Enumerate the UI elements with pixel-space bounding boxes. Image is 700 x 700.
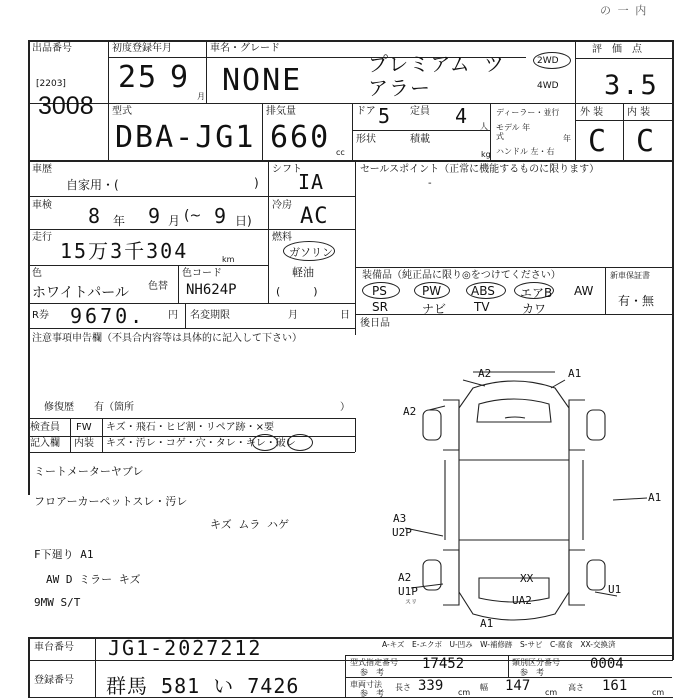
name-change-day-unit: 日 — [340, 310, 350, 321]
mark-a1-bottom: A1 — [480, 617, 494, 630]
name-change-unit: 月 — [288, 310, 298, 321]
inspection-year: 8 — [88, 204, 102, 228]
fuel-label: 燃料 — [272, 232, 292, 243]
mark-u1-bottom: U1 — [608, 583, 622, 596]
width-value: 147 — [505, 678, 531, 694]
equip-abs: ABS — [471, 284, 495, 298]
mark-small-text: スリ — [405, 599, 418, 606]
notes-label: 注意事項申告欄（不具合内容等は具体的に記入して下さい） — [32, 333, 302, 344]
model-year-label: モデル 年式 — [496, 123, 531, 141]
color-change-label: 色替 — [148, 281, 168, 292]
equipment-label: 装備品（純正品に限り◎をつけてください） — [362, 270, 561, 281]
first-reg-month-unit: 月 — [197, 92, 205, 101]
equip-aw: AW — [574, 284, 594, 298]
reg-label: 登録番号 — [34, 675, 74, 686]
first-reg-month: 9 — [170, 60, 191, 95]
mark-a1-top: A1 — [568, 367, 582, 380]
mark-a2-bottom-left: A2 — [398, 571, 412, 584]
entry-label: 記入欄 — [30, 438, 60, 449]
interior-grade: C — [636, 124, 657, 159]
width-label: 幅 — [480, 683, 488, 692]
interior-items: キズ・汚レ・コゲ・穴・タレ・キレ・破レ — [106, 438, 296, 449]
mark-u1p: U1P — [398, 585, 418, 598]
lot-number: 3008 — [38, 92, 94, 120]
note-line-6: 9MW S/T — [34, 596, 81, 609]
equip-pw: PW — [422, 284, 442, 298]
mileage: 15万3千304 — [60, 239, 189, 263]
note-line-1: ミートメーターヤブレ — [34, 465, 144, 478]
type-approval-number: 17452 — [422, 656, 465, 672]
warranty-value: 有・無 — [618, 294, 655, 308]
exterior-grade: C — [588, 124, 609, 159]
type-approval-sub: 参 考 — [360, 668, 384, 677]
size-sub: 参 考 — [360, 689, 384, 698]
equip-navi: ナビ — [422, 302, 447, 316]
year-unit: 年 — [563, 134, 571, 143]
note-line-2: フロアーカーペットスレ・汚レ — [34, 495, 188, 508]
capacity-unit: 人 — [480, 122, 488, 131]
sales-point-label: セールスポイント（正常に機能するものに限ります） — [360, 164, 600, 175]
mark-u-a2: UA2 — [512, 594, 532, 607]
model: DBA-JG1 — [115, 120, 256, 155]
back-seat-label: 後日品 — [360, 318, 390, 329]
chassis-number: JG1-2027212 — [108, 636, 263, 660]
drive-4wd[interactable]: 4WD — [537, 81, 559, 91]
drive-2wd[interactable]: 2WD — [537, 56, 559, 66]
color-code-label: 色コード — [182, 268, 222, 279]
shape-label: 形状 — [356, 134, 376, 145]
fw-label: FW — [76, 422, 92, 433]
height-value: 161 — [602, 678, 628, 694]
top-right-stub: の 一 内 — [600, 4, 647, 17]
type-approval-label: 型式指定番号 — [350, 658, 398, 667]
displacement-label: 排気量 — [266, 106, 296, 117]
loading-unit: kg — [481, 150, 491, 159]
warranty-label: 新車保証書 — [610, 271, 650, 280]
inspection-month: 9 — [148, 204, 162, 228]
capacity-label: 定員 — [410, 106, 430, 117]
mark-u2p-left: U2P — [392, 526, 412, 539]
length-label: 長さ — [395, 683, 411, 692]
class-number: 0004 — [590, 656, 624, 672]
inspection-day-unit: 日) — [235, 214, 252, 228]
score-label: 評 価 点 — [592, 44, 642, 55]
equip-tv: TV — [474, 300, 490, 314]
color-code: NH624P — [186, 282, 237, 298]
note-line-5: AW D ミラー キズ — [46, 573, 141, 586]
fuel-paren: ( ) — [276, 285, 318, 298]
class-label: 類別区分番号 — [512, 658, 560, 667]
score: 3.5 — [604, 70, 659, 101]
size-label: 車両寸法 — [350, 680, 382, 689]
inspection-label: 車検 — [32, 200, 52, 211]
chassis-label: 車台番号 — [34, 642, 74, 653]
fuel-gasoline: ガソリン — [289, 246, 333, 259]
mileage-unit: km — [222, 255, 235, 264]
doors: 5 — [378, 104, 392, 128]
color-label: 色 — [32, 268, 42, 279]
inspector-label: 検査員 — [30, 422, 60, 433]
lot-code: [2203] — [36, 79, 66, 89]
capacity: 4 — [455, 104, 469, 128]
interior-label: 内 装 — [627, 107, 651, 118]
length-cm: cm — [458, 688, 471, 697]
dealer-label: ディーラー・並行 — [496, 108, 560, 117]
history-value: 自家用・( — [66, 178, 119, 192]
ac-label: 冷房 — [272, 200, 292, 211]
width-cm: cm — [545, 688, 558, 697]
mark-xx: XX — [520, 572, 534, 585]
length-value: 339 — [418, 678, 444, 694]
grade: プレミアム ツアラー — [368, 52, 505, 100]
inspection-day-prefix: (~ — [184, 208, 202, 224]
fw-items: キズ・飛石・ヒビ割・リペア跡・×要 — [106, 422, 274, 433]
mark-a3-left: A3 — [393, 512, 407, 525]
shift-value: IA — [298, 170, 325, 194]
equip-leather: カワ — [522, 302, 547, 316]
car-name: NONE — [222, 63, 303, 98]
inspection-day: 9 — [214, 204, 228, 228]
ac-value: AC — [300, 204, 329, 229]
inspection-month-unit: 月 — [168, 214, 181, 228]
doors-label: ドア — [356, 106, 376, 117]
note-line-3: キズ ムラ ハゲ — [210, 518, 290, 531]
mark-a2-left: A2 — [403, 405, 417, 418]
history-label: 車歴 — [32, 164, 52, 175]
repair-close: ） — [340, 402, 350, 413]
equip-airbag: エアB — [520, 286, 553, 300]
car-name-label: 車名・グレード — [210, 43, 280, 54]
mark-a2-top: A2 — [478, 367, 492, 380]
first-reg-year: 25 — [118, 60, 159, 95]
mark-a1-right: A1 — [648, 491, 662, 504]
damage-legend: A-キズ E-エクボ U-凹み W-補修跡 S-サビ C-腐食 XX-交換済 — [382, 640, 616, 649]
inspection-year-unit: 年 — [113, 214, 126, 228]
model-label: 型式 — [112, 106, 132, 117]
history-close: ) — [254, 176, 259, 190]
note-line-4: F下廻り A1 — [34, 548, 94, 561]
reg-number: 群馬 581 い 7426 — [106, 674, 300, 698]
repair-label: 修復歴 有（箇所 — [44, 402, 134, 413]
recycle-value: 9670. — [70, 304, 146, 328]
fuel-diesel: 軽油 — [292, 266, 314, 279]
equip-sr: SR — [372, 300, 388, 314]
exterior-label: 外 装 — [580, 107, 604, 118]
shift-label: シフト — [272, 164, 302, 175]
mileage-label: 走行 — [32, 232, 52, 243]
sales-point-dash: - — [428, 178, 432, 189]
height-label: 高さ — [568, 683, 584, 692]
class-sub: 参 考 — [520, 668, 544, 677]
inspection-interior-label: 内装 — [74, 438, 94, 449]
loading-label: 積載 — [410, 134, 430, 145]
displacement-unit: cc — [336, 148, 345, 157]
first-reg-label: 初度登録年月 — [112, 43, 172, 54]
height-cm: cm — [652, 688, 665, 697]
name-change-label: 名変期限 — [190, 310, 230, 321]
equip-ps: PS — [372, 284, 387, 298]
displacement: 660 — [270, 120, 331, 155]
handle-label: ハンドル 左・右 — [496, 147, 555, 156]
lot-label: 出品番号 — [32, 43, 72, 54]
recycle-label: R券 — [32, 310, 49, 321]
recycle-unit: 円 — [168, 310, 178, 321]
color-value: ホワイトパール — [32, 285, 130, 301]
